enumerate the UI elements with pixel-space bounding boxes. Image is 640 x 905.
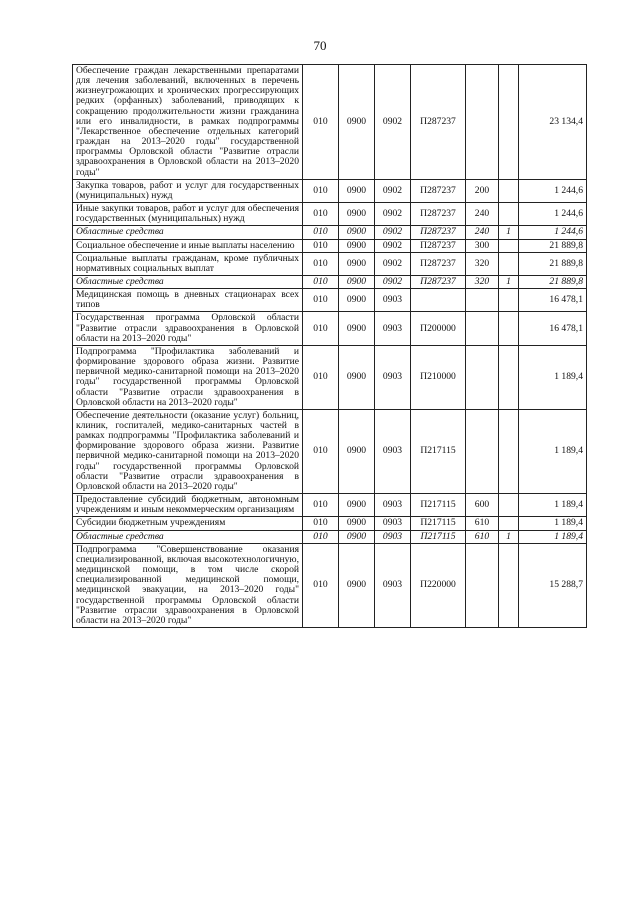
expense-type-cell: 320: [466, 252, 499, 275]
ministry-code-cell: 010: [303, 530, 339, 543]
section-code-cell: 0900: [339, 203, 375, 226]
funding-source-cell: [499, 289, 519, 312]
row-name-cell: Обеспечение граждан лекарственными препаратами для лечения заболеваний, включенных в перечень жизнеугрожающих и хронических прогрессирующих редких (орфанных) заболеваний, приводящих к сокращению продолжительности жизни гражданина или его инвалидности, в рамках подпрограммы "Лекарственное обеспечение отдельных категорий граждан на 2013–2020 годы" государственной программы Орловской области "Развитие отрасли здравоохранения в Орловской области на 2013–2020 годы": [73, 65, 303, 180]
target-article-cell: П287237: [411, 252, 466, 275]
expense-type-cell: [466, 289, 499, 312]
target-article-cell: П220000: [411, 543, 466, 627]
target-article-cell: [411, 289, 466, 312]
row-name-cell: Областные средства: [73, 275, 303, 288]
funding-source-cell: [499, 494, 519, 517]
amount-cell: 15 288,7: [519, 543, 587, 627]
subsection-code-cell: 0902: [375, 252, 411, 275]
ministry-code-cell: 010: [303, 312, 339, 345]
table-row: [73, 530, 587, 543]
expense-type-cell: [466, 345, 499, 409]
expense-type-cell: 300: [466, 239, 499, 252]
subsection-code-cell: 0903: [375, 494, 411, 517]
section-code-cell: 0900: [339, 530, 375, 543]
section-code-cell: 0900: [339, 226, 375, 239]
ministry-code-cell: 010: [303, 239, 339, 252]
target-article-cell: П210000: [411, 345, 466, 409]
target-article-cell: П217115: [411, 494, 466, 517]
amount-cell: 16 478,1: [519, 289, 587, 312]
row-name-cell: Областные средства: [73, 530, 303, 543]
expense-type-cell: 240: [466, 203, 499, 226]
funding-source-cell: 1: [499, 275, 519, 288]
table-row: [73, 252, 587, 275]
table-row: [73, 312, 587, 345]
subsection-code-cell: 0902: [375, 65, 411, 180]
funding-source-cell: [499, 543, 519, 627]
amount-cell: 1 189,4: [519, 494, 587, 517]
funding-source-cell: [499, 65, 519, 180]
target-article-cell: П217115: [411, 517, 466, 530]
section-code-cell: 0900: [339, 179, 375, 202]
row-name-cell: Подпрограмма "Совершенствование оказания специализированной, включая высокотехнологичную, медицинской помощи, в том числе скорой специализированной медицинской помощи, медицинской эвакуации, на 2013–2020 годы" государственной программы Орловской области "Развитие отрасли здравоохранения в Орловской области на 2013–2020 годы": [73, 543, 303, 627]
row-name-cell: Иные закупки товаров, работ и услуг для обеспечения государственных (муниципальных) нужд: [73, 203, 303, 226]
table-row: [73, 275, 587, 288]
row-name-cell: Подпрограмма "Профилактика заболеваний и формирование здорового образа жизни. Развитие первичной медико-санитарной помощи на 2013–2020 годы" государственной программы Орловской области "Развитие отрасли здравоохранения в Орловской области на 2013–2020 годы": [73, 345, 303, 409]
subsection-code-cell: 0903: [375, 517, 411, 530]
funding-source-cell: [499, 239, 519, 252]
ministry-code-cell: 010: [303, 409, 339, 493]
subsection-code-cell: 0903: [375, 409, 411, 493]
amount-cell: 1 244,6: [519, 226, 587, 239]
target-article-cell: П200000: [411, 312, 466, 345]
amount-cell: 21 889,8: [519, 239, 587, 252]
table-row: [73, 179, 587, 202]
expense-type-cell: [466, 409, 499, 493]
amount-cell: 23 134,4: [519, 65, 587, 180]
funding-source-cell: 1: [499, 530, 519, 543]
row-name-cell: Социальное обеспечение и иные выплаты населению: [73, 239, 303, 252]
amount-cell: 1 189,4: [519, 517, 587, 530]
section-code-cell: 0900: [339, 543, 375, 627]
target-article-cell: П287237: [411, 179, 466, 202]
ministry-code-cell: 010: [303, 179, 339, 202]
table-row: [73, 517, 587, 530]
table-row: [73, 203, 587, 226]
subsection-code-cell: 0902: [375, 239, 411, 252]
target-article-cell: П287237: [411, 239, 466, 252]
subsection-code-cell: 0903: [375, 530, 411, 543]
row-name-cell: Обеспечение деятельности (оказание услуг) больниц, клиник, госпиталей, медико-санитарных частей в рамках подпрограммы "Профилактика заболеваний и формирование здорового образа жизни. Развитие первичной медико-санитарной помощи на 2013–2020 годы" государственной программы Орловской области "Развитие отрасли здравоохранения в Орловской области на 2013–2020 годы": [73, 409, 303, 493]
target-article-cell: П287237: [411, 65, 466, 180]
expense-type-cell: [466, 65, 499, 180]
expense-type-cell: 240: [466, 226, 499, 239]
funding-source-cell: [499, 312, 519, 345]
table-row: [73, 345, 587, 409]
ministry-code-cell: 010: [303, 289, 339, 312]
ministry-code-cell: 010: [303, 275, 339, 288]
row-name-cell: Субсидии бюджетным учреждениям: [73, 517, 303, 530]
ministry-code-cell: 010: [303, 226, 339, 239]
ministry-code-cell: 010: [303, 345, 339, 409]
subsection-code-cell: 0902: [375, 226, 411, 239]
subsection-code-cell: 0902: [375, 203, 411, 226]
amount-cell: 1 189,4: [519, 409, 587, 493]
amount-cell: 1 189,4: [519, 530, 587, 543]
section-code-cell: 0900: [339, 65, 375, 180]
table-row: [73, 494, 587, 517]
subsection-code-cell: 0902: [375, 179, 411, 202]
section-code-cell: 0900: [339, 409, 375, 493]
amount-cell: 16 478,1: [519, 312, 587, 345]
subsection-code-cell: 0903: [375, 543, 411, 627]
table-row: [73, 65, 587, 180]
row-name-cell: Закупка товаров, работ и услуг для государственных (муниципальных) нужд: [73, 179, 303, 202]
ministry-code-cell: 010: [303, 252, 339, 275]
funding-source-cell: [499, 517, 519, 530]
table-row: [73, 543, 587, 627]
section-code-cell: 0900: [339, 289, 375, 312]
ministry-code-cell: 010: [303, 494, 339, 517]
target-article-cell: П217115: [411, 530, 466, 543]
target-article-cell: П287237: [411, 226, 466, 239]
row-name-cell: Государственная программа Орловской области "Развитие отрасли здравоохранения в Орловской области на 2013–2020 годы": [73, 312, 303, 345]
amount-cell: 1 189,4: [519, 345, 587, 409]
table-row: [73, 239, 587, 252]
funding-source-cell: [499, 409, 519, 493]
row-name-cell: Предоставление субсидий бюджетным, автономным учреждениям и иным некоммерческим организациям: [73, 494, 303, 517]
ministry-code-cell: 010: [303, 517, 339, 530]
amount-cell: 21 889,8: [519, 275, 587, 288]
amount-cell: 21 889,8: [519, 252, 587, 275]
section-code-cell: 0900: [339, 494, 375, 517]
ministry-code-cell: 010: [303, 65, 339, 180]
expense-type-cell: 200: [466, 179, 499, 202]
section-code-cell: 0900: [339, 345, 375, 409]
page-number: 70: [313, 38, 327, 53]
target-article-cell: П217115: [411, 409, 466, 493]
section-code-cell: 0900: [339, 312, 375, 345]
section-code-cell: 0900: [339, 275, 375, 288]
section-code-cell: 0900: [339, 239, 375, 252]
subsection-code-cell: 0902: [375, 275, 411, 288]
table-row: [73, 226, 587, 239]
expense-type-cell: 610: [466, 530, 499, 543]
funding-source-cell: 1: [499, 226, 519, 239]
funding-source-cell: [499, 252, 519, 275]
amount-cell: 1 244,6: [519, 203, 587, 226]
row-name-cell: Социальные выплаты гражданам, кроме публичных нормативных социальных выплат: [73, 252, 303, 275]
subsection-code-cell: 0903: [375, 312, 411, 345]
funding-source-cell: [499, 179, 519, 202]
target-article-cell: П287237: [411, 203, 466, 226]
ministry-code-cell: 010: [303, 203, 339, 226]
expense-type-cell: 610: [466, 517, 499, 530]
section-code-cell: 0900: [339, 252, 375, 275]
target-article-cell: П287237: [411, 275, 466, 288]
amount-cell: 1 244,6: [519, 179, 587, 202]
expense-type-cell: [466, 312, 499, 345]
subsection-code-cell: 0903: [375, 345, 411, 409]
budget-table: [72, 64, 587, 628]
ministry-code-cell: 010: [303, 543, 339, 627]
section-code-cell: 0900: [339, 517, 375, 530]
row-name-cell: Областные средства: [73, 226, 303, 239]
expense-type-cell: 600: [466, 494, 499, 517]
funding-source-cell: [499, 203, 519, 226]
subsection-code-cell: 0903: [375, 289, 411, 312]
expense-type-cell: 320: [466, 275, 499, 288]
table-row: [73, 289, 587, 312]
row-name-cell: Медицинская помощь в дневных стационарах всех типов: [73, 289, 303, 312]
expense-type-cell: [466, 543, 499, 627]
table-row: [73, 409, 587, 493]
funding-source-cell: [499, 345, 519, 409]
